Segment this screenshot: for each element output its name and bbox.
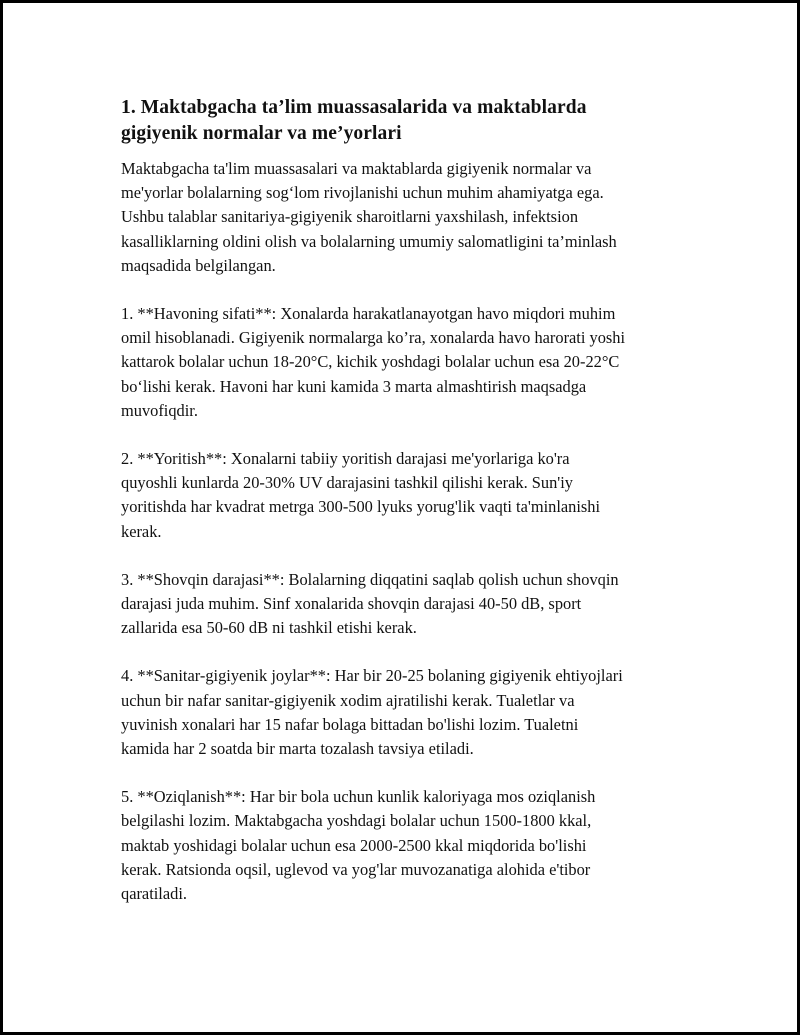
text-line: muvofiqdir. — [121, 400, 198, 420]
text-line: 5. **Oziqlanish**: Har bir bola uchun kunlik kaloriyaga mos oziqlanish — [121, 787, 596, 807]
item-sanitary-facilities — [121, 664, 721, 761]
text-line: 3. **Shovqin darajasi**: Bolalarning diqqatini saqlab qolish uchun shovqin — [121, 569, 619, 589]
item-noise-level — [121, 568, 721, 641]
text-line: kasalliklarning oldini olish va bolalarning umumiy salomatligini ta’minlash — [121, 231, 617, 251]
text-line: darajasi juda muhim. Sinf xonalarida shovqin darajasi 40-50 dB, sport — [121, 594, 582, 614]
heading-line: 1. Maktabgacha ta’lim muassasalarida va maktablarda — [121, 97, 587, 118]
paragraph-gap — [121, 761, 721, 785]
intro-paragraph — [121, 157, 721, 278]
item-nutrition — [121, 785, 721, 906]
text-line: yoritishda har kvadrat metrga 300-500 lyuks yorug'lik vaqti ta'minlanishi — [121, 497, 601, 517]
text-line: kerak. Ratsionda oqsil, uglevod va yog'lar muvozanatiga alohida e'tibor — [121, 859, 591, 879]
text-line: Ushbu talablar sanitariya-gigiyenik sharoitlarni yaxshilash, infektsion — [121, 207, 579, 227]
text-line: bo‘lishi kerak. Havoni har kuni kamida 3 marta almashtirish maqsadga — [121, 376, 587, 396]
text-line: 4. **Sanitar-gigiyenik joylar**: Har bir 20-25 bolaning gigiyenik ehtiyojlari — [121, 666, 623, 686]
text-line: Maktabgacha ta'lim muassasalari va maktablarda gigiyenik normalar va — [121, 159, 592, 178]
paragraph-gap — [121, 423, 721, 447]
text-line: 1. **Havoning sifati**: Xonalarda harakatlanayotgan havo miqdori muhim — [121, 304, 616, 324]
paragraph-gap — [121, 278, 721, 302]
paragraph-gap — [121, 544, 721, 568]
text-line: yuvinish xonalari har 15 nafar bolaga bittadan bo'lishi lozim. Tualetni — [121, 714, 579, 734]
paragraph-gap — [121, 640, 721, 664]
text-line: omil hisoblanadi. Gigiyenik normalarga ko’ra, xonalarda havo harorati yoshi — [121, 328, 626, 348]
text-line: maktab yoshidagi bolalar uchun esa 2000-2500 kkal miqdorida bo'lishi — [121, 835, 587, 855]
item-air-quality — [121, 302, 721, 423]
text-line: maqsadida belgilangan. — [121, 255, 276, 275]
text-line: 2. **Yoritish**: Xonalarni tabiiy yoritish darajasi me'yorlariga ko'ra — [121, 449, 570, 469]
section-heading — [121, 95, 721, 147]
text-line: me'yorlar bolalarning sog‘lom rivojlanishi uchun muhim ahamiyatga ega. — [121, 183, 604, 203]
text-line: quyoshli kunlarda 20-30% UV darajasini tashkil qilishi kerak. Sun'iy — [121, 473, 573, 493]
text-line: kattarok bolalar uchun 18-20°C, kichik yoshdagi bolalar uchun esa 20-22°C — [121, 352, 620, 372]
text-line: uchun bir nafar sanitar-gigiyenik xodim ajratilishi kerak. Tualetlar va — [121, 690, 575, 710]
text-line: kamida har 2 soatda bir marta tozalash tavsiya etiladi. — [121, 739, 474, 759]
heading-line: gigiyenik normalar va me’yorlari — [121, 123, 402, 144]
text-line: zallarida esa 50-60 dB ni tashkil etishi kerak. — [121, 618, 417, 638]
document-content — [121, 95, 721, 906]
item-lighting — [121, 447, 721, 544]
text-line: qaratiladi. — [121, 884, 187, 904]
text-line: belgilashi lozim. Maktabgacha yoshdagi bolalar uchun 1500-1800 kkal, — [121, 811, 592, 831]
text-line: kerak. — [121, 521, 162, 541]
